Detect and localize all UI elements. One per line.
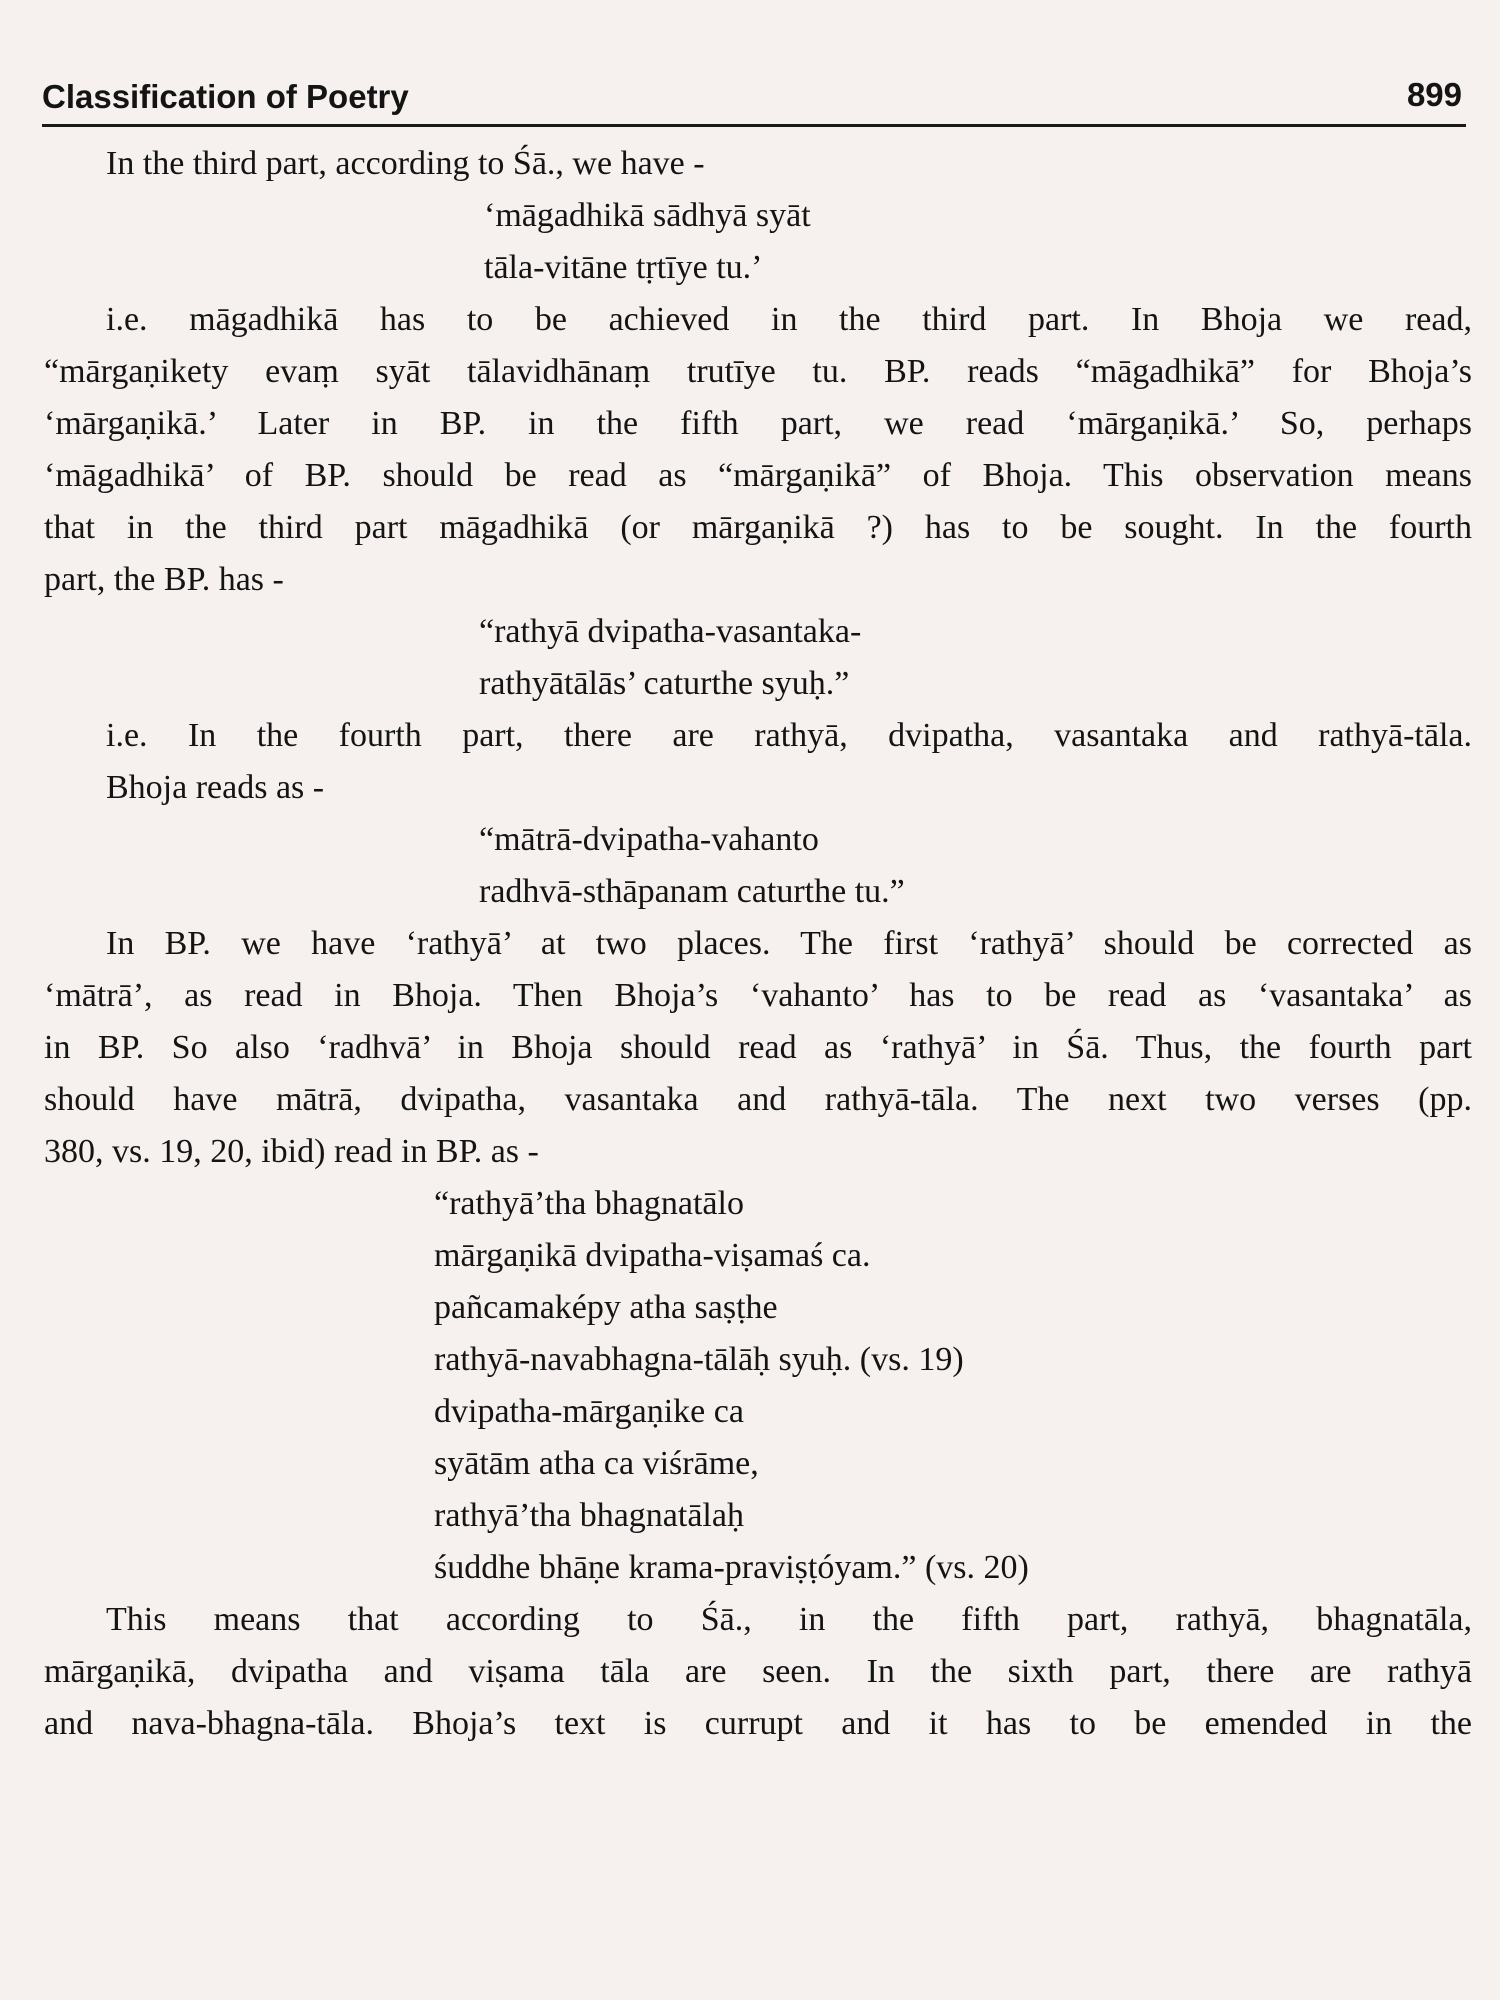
text-line: ‘māgadhikā’ of BP. should be read as “mārgaṇikā” of Bhoja. This observation means [44, 457, 1472, 494]
verse-line: rathyā’tha bhagnatālaḥ [434, 1497, 744, 1534]
paragraph-5 [44, 918, 1472, 1178]
text-line: and nava-bhagna-tāla. Bhoja’s text is currupt and it has to be emended in the [44, 1705, 1472, 1742]
verse-4 [44, 1178, 1472, 1594]
paragraph-6 [44, 1594, 1472, 1750]
verse-line: syātām atha ca viśrāme, [434, 1445, 759, 1482]
page-header [42, 70, 1466, 127]
verse-line: ‘māgadhikā sādhyā syāt [484, 197, 811, 234]
running-title: Classification of Poetry [42, 78, 409, 115]
verse-line: “mātrā-dvipatha-vahanto [479, 821, 819, 858]
verse-line: “rathyā dvipatha-vasantaka- [479, 613, 862, 650]
body-text [44, 138, 1472, 1750]
paragraph-4: Bhoja reads as - [106, 769, 325, 806]
verse-line: radhvā-sthāpanam caturthe tu.” [479, 873, 905, 910]
verse-1 [44, 190, 1472, 294]
verse-line: rathyā-navabhagna-tālāḥ syuḥ. (vs. 19) [434, 1341, 964, 1378]
text-line: i.e. māgadhikā has to be achieved in the third part. In Bhoja we read, [106, 301, 1472, 338]
text-line: ‘mārgaṇikā.’ Later in BP. in the fifth part, we read ‘mārgaṇikā.’ So, perhaps [44, 405, 1472, 442]
text-line: in BP. So also ‘radhvā’ in Bhoja should read as ‘rathyā’ in Śā. Thus, the fourth part [44, 1029, 1472, 1066]
text-line: ‘mātrā’, as read in Bhoja. Then Bhoja’s ‘vahanto’ has to be read as ‘vasantaka’ as [44, 977, 1472, 1014]
paragraph-2 [44, 294, 1472, 606]
text-line: that in the third part māgadhikā (or mārgaṇikā ?) has to be sought. In the fourth [44, 509, 1472, 546]
verse-line: rathyātālās’ caturthe syuḥ.” [479, 665, 850, 702]
text-line: 380, vs. 19, 20, ibid) read in BP. as - [44, 1133, 539, 1170]
verse-line: tāla-vitāne tṛtīye tu.’ [484, 249, 763, 286]
verse-line: pañcamaképy atha saṣṭhe [434, 1289, 778, 1326]
verse-line: śuddhe bhāṇe krama-praviṣṭóyam.” (vs. 20) [434, 1549, 1029, 1586]
text-line: should have mātrā, dvipatha, vasantaka and rathyā-tāla. The next two verses (pp. [44, 1081, 1472, 1118]
paragraph-1: In the third part, according to Śā., we have - [106, 145, 705, 182]
text-line: In BP. we have ‘rathyā’ at two places. The first ‘rathyā’ should be corrected as [106, 925, 1472, 962]
verse-line: mārgaṇikā dvipatha-viṣamaś ca. [434, 1237, 871, 1274]
text-line: “mārgaṇikety evaṃ syāt tālavidhānaṃ trutīye tu. BP. reads “māgadhikā” for Bhoja’s [44, 353, 1472, 390]
verse-2 [44, 606, 1472, 710]
verse-line: “rathyā’tha bhagnatālo [434, 1185, 744, 1222]
page-number: 899 [1406, 76, 1462, 113]
verse-line: dvipatha-mārgaṇike ca [434, 1393, 744, 1430]
text-line: mārgaṇikā, dvipatha and viṣama tāla are seen. In the sixth part, there are rathyā [44, 1653, 1472, 1690]
verse-3 [44, 814, 1472, 918]
text-line: part, the BP. has - [44, 561, 284, 598]
paragraph-3: i.e. In the fourth part, there are rathyā, dvipatha, vasantaka and rathyā-tāla. [106, 717, 1472, 754]
text-line: This means that according to Śā., in the fifth part, rathyā, bhagnatāla, [106, 1601, 1472, 1638]
